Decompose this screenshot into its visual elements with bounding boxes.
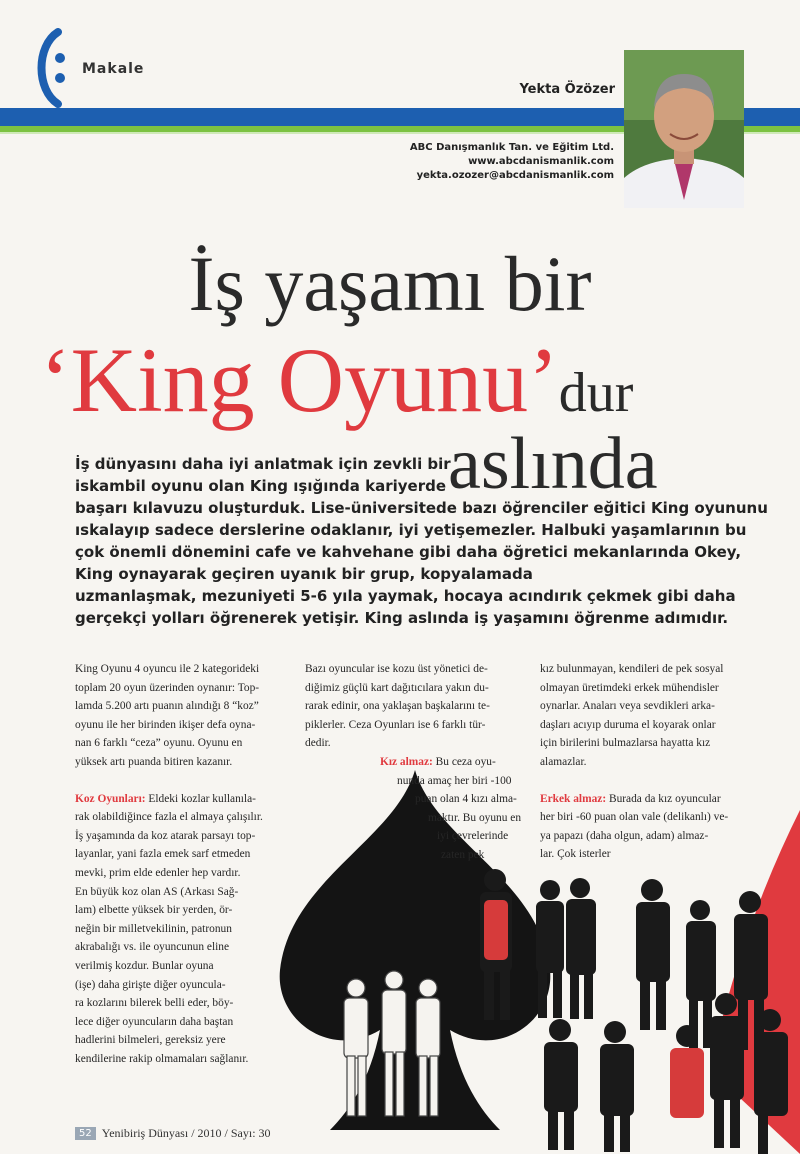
lead-line: iskambil oyunu olan King ışığında kariyerde [75,477,447,495]
lead-line: çok önemli dönemini cafe ve kahvehane gibi daha öğretici mekanlarında Okey, [75,543,742,561]
body-line: maktır. Bu oyunu en [428,811,522,824]
author-contact [330,141,614,183]
body-line: neğin bir milletvekilinin, patronun [75,922,232,935]
body-line: nan 6 farklı “ceza” oyunu. Oyunu en [75,737,243,750]
author-photo [624,50,744,208]
body-line: nunda amaç her biri -100 [397,774,512,787]
lead-paragraph-top [75,453,768,519]
subheading-koz: Koz Oyunları: [75,792,146,805]
body-line: toplam 20 oyun üzerinden oynanır: Top- [75,681,260,694]
email-link[interactable]: yekta.ozozer@abcdanismanlik.com [416,170,614,181]
subheading-kiz: Kız almaz: [380,755,433,768]
section-label: Makale [82,61,145,77]
body-line: Bazı oyuncular ise kozu üst yönetici de- [305,663,488,675]
body-line: rak olabildiğince fazla el almaya çalışılır. [75,811,263,824]
lead-line: King oynayarak geçiren uyanık bir grup, kopyalamada [75,565,533,583]
headline-red-text: ‘King Oyunu’ [40,329,559,431]
body-line: ya papazı (daha olgun, adam) almaz- [540,829,709,842]
body-line: puan olan 4 kızı alma- [415,793,517,806]
issue-info: Yenibiriş Dünyası / 2010 / Sayı: 30 [101,1126,271,1140]
body-line: yüksek artı puanda bitiren kazanır. [75,755,233,768]
body-line: layanlar, yani fazla emek sarf etmeden [75,848,251,861]
body-line: akrabalığı vs. ile oyuncunun eline [75,941,230,954]
body-line: lece diğer oyuncuların daha baştan [75,1015,234,1028]
page-number: 52 [75,1127,96,1140]
body-column-2 [305,660,522,865]
body-line: diğimiz güçlü kart dağıtıcılara yakın du- [305,681,489,694]
body-line: lam) elbette yüksek bir yerden, ör- [75,904,233,917]
body-column-3 [540,660,750,864]
lead-line: ıskalayıp sadece derslerine odaklanır, iyi yetişemezler. Halbuki yaşamlarının bu [75,521,747,539]
lead-line: İş dünyasını daha iyi anlatmak için zevkli bir [75,455,451,473]
author-name: Yekta Özözer [519,82,615,97]
website-link[interactable]: www.abcdanismanlik.com [468,156,614,167]
body-line: piklerler. Ceza Oyunları ise 6 farklı tür- [305,718,486,731]
body-column-1 [75,660,290,1068]
headline-dur: dur [558,362,634,424]
company-name: ABC Danışmanlık Tan. ve Eğitim Ltd. [409,142,614,153]
body-line: King Oyunu 4 oyuncu ile 2 kategorideki [75,663,260,675]
body-line: ra kozlarını bilerek belli eder, böy- [75,997,234,1010]
body-line: için birilerini bulmazlarsa hayatta kız [540,737,711,750]
body-line: (işe) daha girişte diğer oyuncula- [75,978,226,991]
body-line [540,790,750,809]
body-line [75,790,290,809]
body-line: iyi çevrelerinde [437,830,509,843]
body-text: Burada da kız oyuncular [606,792,721,805]
body-line: verilmiş kozdur. Bunlar oyuna [75,959,214,972]
body-line: alamazlar. [540,755,587,768]
headline-line-3: aslında [448,423,658,505]
body-line: oyunu ile her birinden ikişer defa oyna- [75,718,256,731]
lead-line: uzmanlaşmak, mezuniyeti 5-6 yıla yaymak, hocaya acındırık çekmek gibi daha [75,587,736,605]
body-line: zaten pek [441,848,485,861]
body-line: lar. Çok isterler [540,848,611,861]
body-line: oynarlar. Anaları veya sevdikleri arka- [540,700,715,713]
body-line: kendilerine rakip olmamaları sağlanır. [75,1052,249,1065]
body-line: olmayan üretimdeki erkek mühendisler [540,681,719,694]
body-line: her biri -60 puan olan vale (delikanlı) ve- [540,811,729,824]
body-text: Bu ceza oyu- [432,755,496,768]
lead-line: başarı kılavuzu oluşturduk. Lise-üniversitede bazı öğrenciler eğitici King oyununu [75,499,768,517]
body-line: En büyük koz olan AS (Arkası Sağ- [75,885,239,898]
body-line [305,753,505,772]
body-line: rarak edinir, ona yaklaşan başkalarını te- [305,700,490,713]
body-text: Eldeki kozlar kullanıla- [145,792,256,805]
body-line: daşları acıyıp duruma el koyarak onlar [540,718,716,731]
body-line: mevki, prim elde edenler hep vardır. [75,866,241,879]
body-line: İş yaşamında da koz atarak parsayı top- [75,829,256,842]
subheading-erkek: Erkek almaz: [540,792,607,805]
headline-line-1: İş yaşamı bir [188,240,592,327]
page-footer [75,1126,271,1141]
body-line: kız bulunmayan, kendileri de pek sosyal [540,663,724,675]
body-line: hadlerini bilmeleri, gereksiz yere [75,1034,226,1047]
body-line: dedir. [305,737,331,750]
body-line: lamda 5.200 artı puanın alındığı 8 “koz” [75,700,259,713]
lead-paragraph-bottom [75,519,746,629]
lead-line: gerçekçi yolları öğrenerek yetişir. King aslında iş yaşamını öğrenme adımıdır. [75,609,729,627]
headline-line-2 [40,330,800,457]
